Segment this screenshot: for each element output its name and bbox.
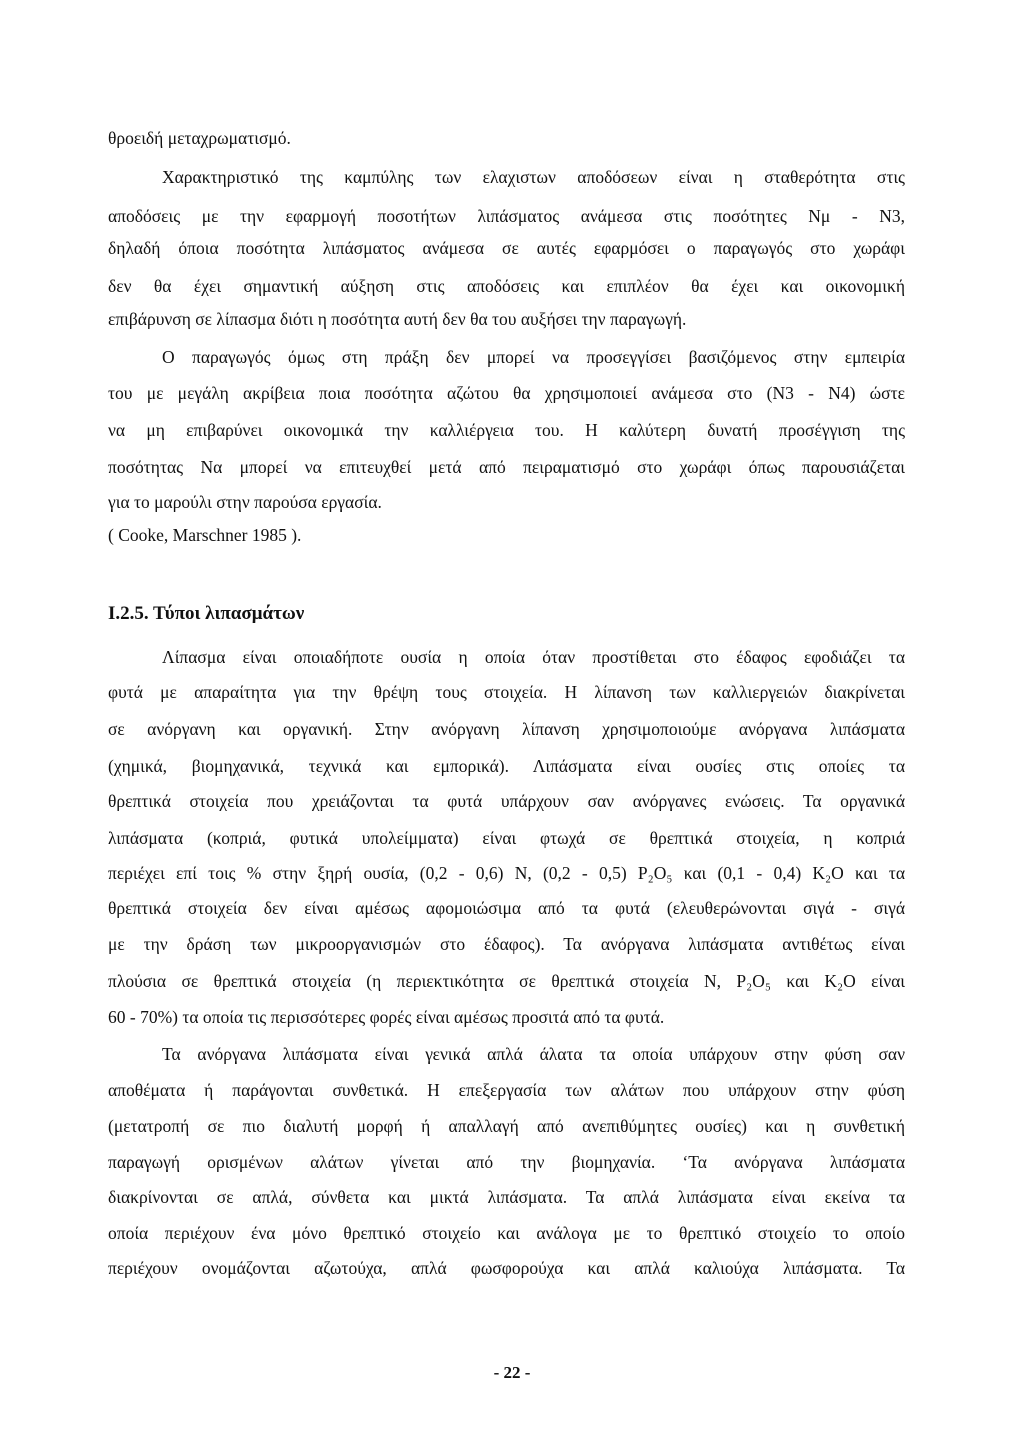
citation: ( Cooke, Marschner 1985 ). bbox=[108, 525, 302, 545]
text-line: του με μεγάλη ακρίβεια ποια ποσότητα αζώτου θα χρησιμοποιεί ανάμεσα στο (Ν3 - Ν4) ώστε bbox=[108, 383, 905, 403]
page-number: - 22 - bbox=[493, 1363, 531, 1382]
text-line: Τα ανόργανα λιπάσματα είναι γενικά απλά άλατα τα οποία υπάρχουν στην φύση σαν bbox=[162, 1044, 905, 1064]
text-line: δηλαδή όποια ποσότητα λιπάσματος ανάμεσα σε αυτές εφαρμόσει ο παραγωγός στο χωράφι bbox=[108, 238, 905, 258]
text-line: δεν θα έχει σημαντική αύξηση στις αποδόσεις και επιπλέον θα έχει και οικονομική bbox=[108, 276, 905, 296]
text-line: επιβάρυνση σε λίπασμα διότι η ποσότητα αυτή δεν θα του αυξήσει την παραγωγή. bbox=[108, 309, 687, 329]
text-line: αποδόσεις με την εφαρμογή ποσοτήτων λιπάσματος ανάμεσα στις ποσότητες Νμ - Ν3, bbox=[108, 206, 905, 226]
text-line: για το μαρούλι στην παρούσα εργασία. bbox=[108, 492, 382, 512]
text-line: πλούσια σε θρεπτικά στοιχεία (η περιεκτικότητα σε θρεπτικά στοιχεία Ν, P₂O₅ και K₂O είναι bbox=[108, 971, 905, 991]
text-line: 60 - 70%) τα οποία τις περισσότερες φορές είναι αμέσως προσιτά από τα φυτά. bbox=[108, 1007, 665, 1027]
text-line: σε ανόργανη και οργανική. Στην ανόργανη λίπανση χρησιμοποιούμε ανόργανα λιπάσματα bbox=[108, 719, 905, 739]
text-line: Λίπασμα είναι οποιαδήποτε ουσία η οποία όταν προστίθεται στο έδαφος εφοδιάζει τα bbox=[162, 647, 905, 667]
text-line: θρεπτικά στοιχεία δεν είναι αμέσως αφομοιώσιμα από τα φυτά (ελευθερώνονται σιγά - σιγά bbox=[108, 898, 905, 918]
text-line: θρεπτικά στοιχεία που χρειάζονται τα φυτά υπάρχουν σαν ανόργανες ενώσεις. Τα οργανικά bbox=[108, 791, 905, 811]
text-line: αποθέματα ή παράγονται συνθετικά. Η επεξεργασία των αλάτων που υπάρχουν στην φύση bbox=[108, 1080, 905, 1100]
text-line: περιέχει επί τοις % στην ξηρή ουσία, (0,2 - 0,6) Ν, (0,2 - 0,5) P₂O₅ και (0,1 - 0,4) K₂O και τα bbox=[108, 863, 905, 883]
text-line: να μη επιβαρύνει οικονομικά την καλλιέργεια του. Η καλύτερη δυνατή προσέγγιση της bbox=[108, 420, 905, 440]
text-line: ποσότητας Να μπορεί να επιτευχθεί μετά από πειραματισμό στο χωράφι όπως παρουσιάζεται bbox=[108, 457, 905, 477]
text-line: παραγωγή ορισμένων αλάτων γίνεται από την βιομηχανία. ‘Τα ανόργανα λιπάσματα bbox=[108, 1152, 905, 1172]
section-heading: Ι.2.5. Τύποι λιπασμάτων bbox=[108, 603, 305, 624]
text-line: θροειδή μεταχρωματισμό. bbox=[108, 128, 291, 148]
text-line: Χαρακτηριστικό της καμπύλης των ελαχιστων αποδόσεων είναι η σταθερότητα στις bbox=[162, 167, 905, 187]
text-line: λιπάσματα (κοπριά, φυτικά υπολείμματα) είναι φτωχά σε θρεπτικά στοιχεία, η κοπριά bbox=[108, 828, 905, 848]
text-line: (χημικά, βιομηχανικά, τεχνικά και εμπορικά). Λιπάσματα είναι ουσίες στις οποίες τα bbox=[108, 756, 905, 776]
text-line: οποία περιέχουν ένα μόνο θρεπτικό στοιχείο και ανάλογα με το θρεπτικό στοιχείο το οποίο bbox=[108, 1223, 905, 1243]
text-line: φυτά με απαραίτητα για την θρέψη τους στοιχεία. Η λίπανση των καλλιεργειών διακρίνεται bbox=[108, 682, 905, 702]
text-line: (μετατροπή σε πιο διαλυτή μορφή ή απαλλαγή από ανεπιθύμητες ουσίες) και η συνθετική bbox=[108, 1116, 905, 1136]
text-line: Ο παραγωγός όμως στη πράξη δεν μπορεί να προσεγγίσει βασιζόμενος στην εμπειρία bbox=[162, 347, 905, 367]
text-line: διακρίνονται σε απλά, σύνθετα και μικτά λιπάσματα. Τα απλά λιπάσματα είναι εκείνα τα bbox=[108, 1187, 905, 1207]
text-line: με την δράση των μικροοργανισμών στο έδαφος). Τα ανόργανα λιπάσματα αντιθέτως είναι bbox=[108, 934, 905, 954]
text-line: περιέχουν ονομάζονται αζωτούχα, απλά φωσφορούχα και απλά καλιούχα λιπάσματα. Τα bbox=[108, 1258, 905, 1278]
